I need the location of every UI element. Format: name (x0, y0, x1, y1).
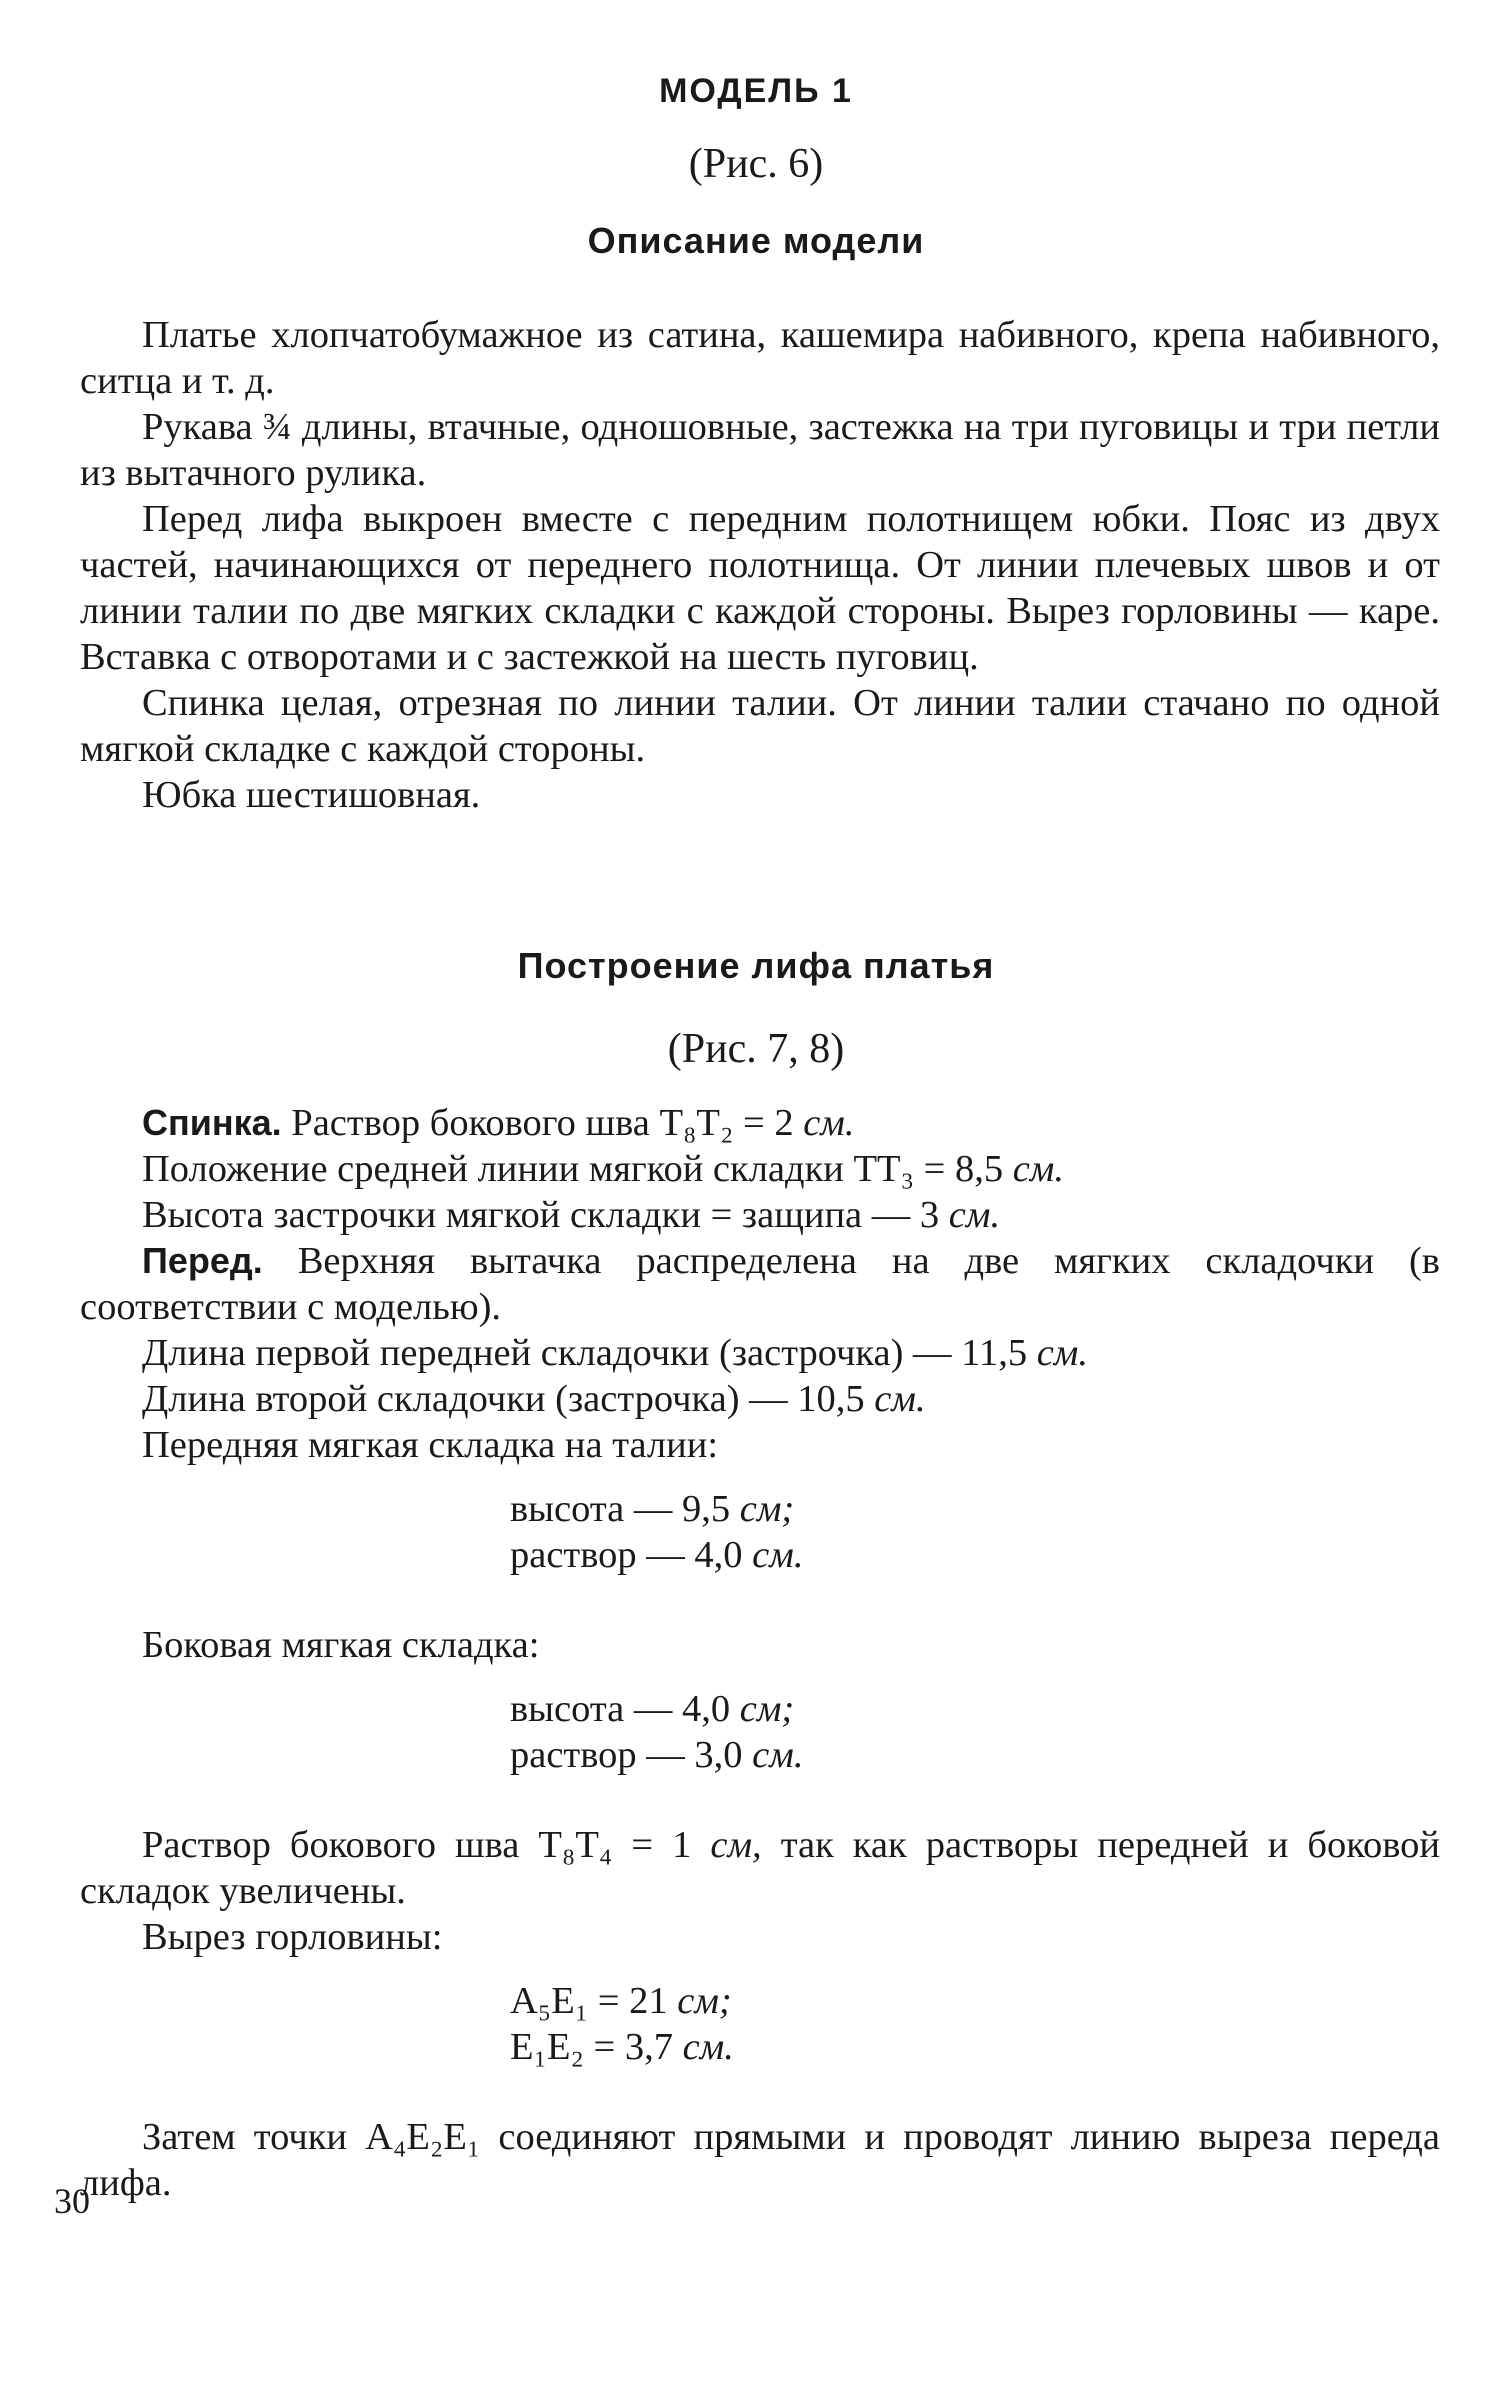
figure-reference-6: (Рис. 6) (688, 141, 824, 187)
paragraph-fabric: Платье хлопчатобумажное из сатина, кашемира набивного, крепа набивного, ситца и т. д. (80, 314, 1440, 402)
side-fold-height: высота — 4,0 см; (510, 1688, 795, 1730)
paragraph-skirt: Юбка шестишовная. (142, 774, 481, 816)
page-number: 30 (54, 2181, 90, 2221)
back-label: Спинка. (142, 1102, 282, 1143)
front-waist-fold-label: Передняя мягкая складка на талии: (142, 1424, 719, 1466)
front-upper-dart: Перед. Верхняя вытачка распределена на две мягких складочки (в соответствии с моделью). (80, 1240, 1440, 1328)
back-fold-height: Высота застрочки мягкой складки = защипа — 3 см. (142, 1194, 1001, 1236)
front-first-fold: Длина первой передней складочки (застрочка) — 11,5 см. (142, 1332, 1089, 1374)
construction-heading: Построение лифа платья (517, 945, 995, 986)
figure-reference-7-8: (Рис. 7, 8) (667, 1026, 845, 1072)
neckline-e1e2: E₁E₂ = 3,7 см. (510, 2026, 734, 2068)
neckline-label: Вырез горловины: (142, 1916, 443, 1958)
back-side-seam: Спинка. Раствор бокового шва T₈T₂ = 2 см. (142, 1102, 855, 1144)
paragraph-front: Перед лифа выкроен вместе с передним полотнищем юбки. Пояс из двух частей, начинающихся от переднего полотнища. От линии плечевых швов и от линии талии по две мягких складки с каждой стороны. Вырез горловины — каре. Вставка с отворотами и с застежкой на шесть пуговиц. (80, 498, 1440, 678)
paragraph-sleeves: Рукава ¾ длины, втачные, одношовные, застежка на три пуговицы и три петли из вытачного рулика. (80, 406, 1440, 494)
front-label: Перед. (142, 1240, 263, 1281)
description-heading: Описание модели (587, 220, 925, 261)
neckline-final: Затем точки A₄E₂E₁ соединяют прямыми и проводят линию выреза переда лифа. (80, 2116, 1440, 2204)
front-waist-fold-opening: раствор — 4,0 см. (510, 1534, 804, 1576)
side-fold-opening: раствор — 3,0 см. (510, 1734, 804, 1776)
front-side-seam: Раствор бокового шва T₈T₄ = 1 см, так как растворы передней и боковой складок увеличены. (80, 1824, 1440, 1912)
side-fold-label: Боковая мягкая складка: (142, 1624, 540, 1666)
front-second-fold: Длина второй складочки (застрочка) — 10,5 см. (142, 1378, 926, 1420)
neckline-a5e1: A₅E₁ = 21 см; (510, 1980, 732, 2022)
front-waist-fold-height: высота — 9,5 см; (510, 1488, 795, 1530)
construction-text (80, 1100, 1440, 2206)
paragraph-back: Спинка целая, отрезная по линии талии. От линии талии стачано по одной мягкой складке с каждой стороны. (80, 682, 1440, 770)
back-fold-position: Положение средней линии мягкой складки TT₃ = 8,5 см. (142, 1148, 1065, 1190)
model-title: МОДЕЛЬ 1 (659, 72, 853, 110)
model-description (80, 312, 1440, 818)
